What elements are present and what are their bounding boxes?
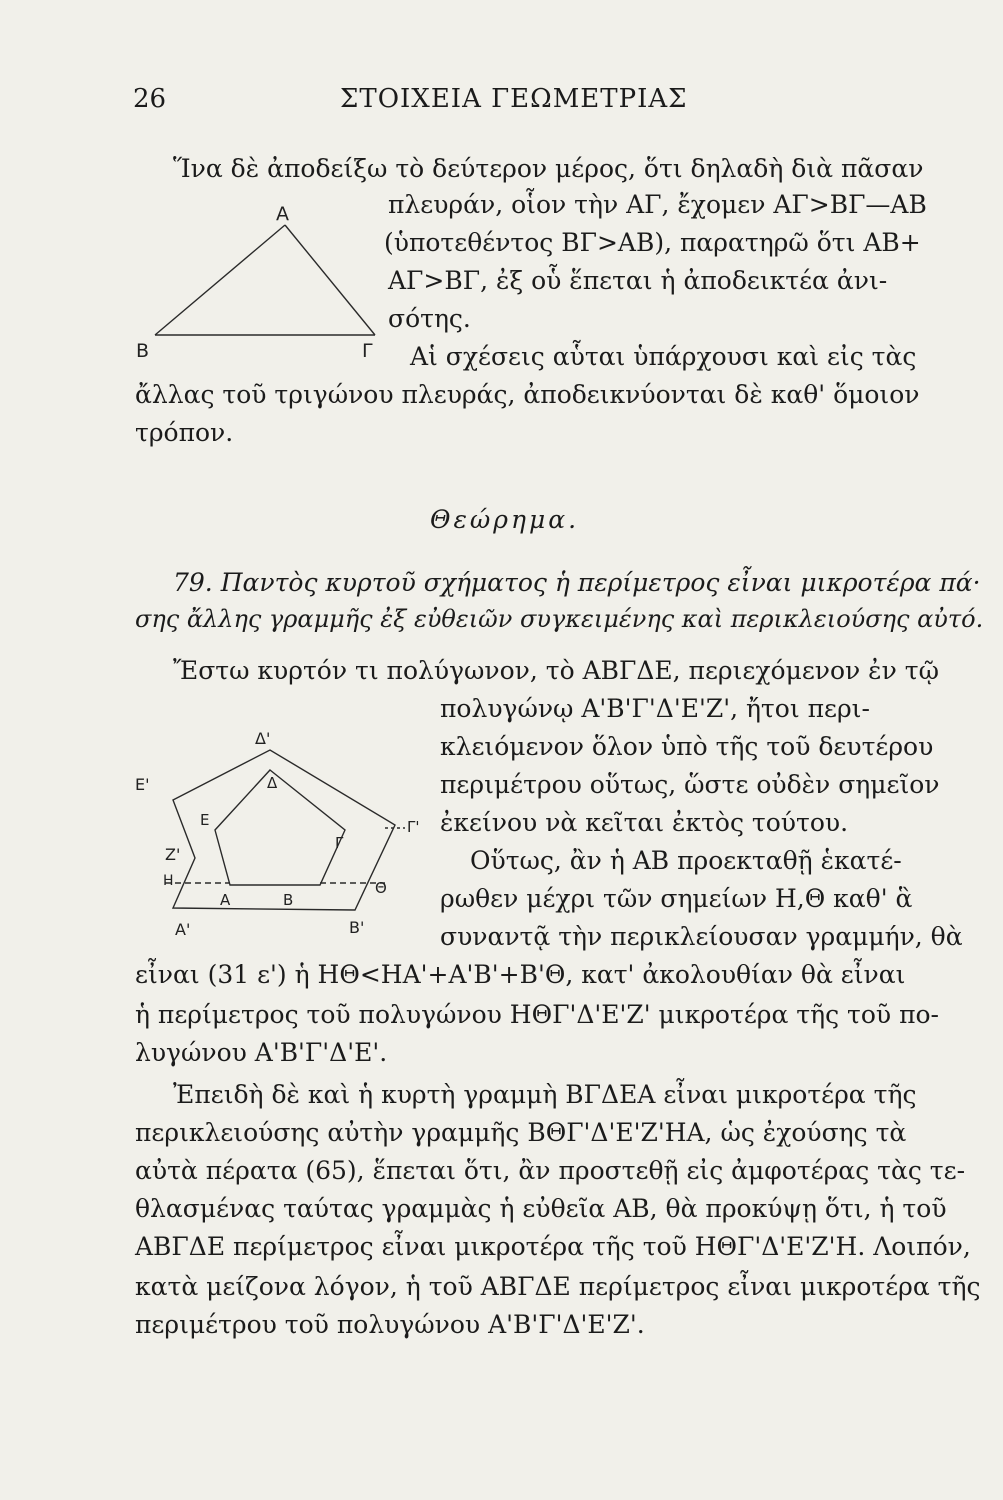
theorem-statement-line: 79. Παντὸς κυρτοῦ σχήματος ἡ περίμετρος εἶναι μικροτέρα πά· bbox=[173, 568, 981, 597]
label-e-prime: Ε' bbox=[135, 775, 150, 794]
paragraph-line: ΑΒΓΔΕ περίμετρος εἶναι μικροτέρα τῆς τοῦ ΗΘΓ'Δ'Ε'Ζ'Η. Λοιπόν, bbox=[135, 1232, 971, 1261]
paragraph-line: λυγώνου Α'Β'Γ'Δ'Ε'. bbox=[135, 1038, 388, 1067]
label-h: Η bbox=[163, 873, 174, 889]
page-number: 26 bbox=[133, 84, 167, 114]
running-title: ΣΤΟΙΧΕΙΑ ΓΕΩΜΕΤΡΙΑΣ bbox=[340, 84, 688, 114]
paragraph-line: περιμέτρου οὕτως, ὥστε οὐδὲν σημεῖον bbox=[440, 770, 940, 799]
paragraph-line: ἄλλας τοῦ τριγώνου πλευράς, ἀποδεικνύονται δὲ καθ' ὅμοιον bbox=[135, 380, 920, 409]
paragraph-line: εἶναι (31 ε') ἡ ΗΘ<ΗΑ'+Α'Β'+Β'Θ, κατ' ἀκολουθίαν θὰ εἶναι bbox=[135, 960, 906, 989]
triangle-label-b: Β bbox=[136, 340, 150, 362]
label-b: Β bbox=[283, 891, 294, 909]
paragraph-line: κατὰ μείζονα λόγον, ἡ τοῦ ΑΒΓΔΕ περίμετρος εἶναι μικροτέρα τῆς bbox=[135, 1272, 981, 1301]
triangle-side-ag bbox=[285, 225, 375, 335]
paragraph-line: τρόπον. bbox=[135, 418, 234, 447]
paragraph-line: (ὑποτεθέντος ΒΓ>ΑΒ), παρατηρῶ ὅτι ΑΒ+ bbox=[384, 228, 921, 257]
paragraph-line: σότης. bbox=[388, 304, 471, 333]
paragraph-line: Ἵνα δὲ ἀποδείξω τὸ δεύτερον μέρος, ὅτι δηλαδὴ διὰ πᾶσαν bbox=[173, 154, 924, 183]
theorem-heading: Θεώρημα. bbox=[430, 505, 580, 534]
label-th: Θ bbox=[375, 879, 387, 897]
label-a-prime: Α' bbox=[175, 920, 191, 939]
label-d: Δ bbox=[267, 774, 278, 792]
paragraph-line: περιμέτρου τοῦ πολυγώνου Α'Β'Γ'Δ'Ε'Ζ'. bbox=[135, 1310, 645, 1339]
paragraph-line: Αἱ σχέσεις αὗται ὑπάρχουσι καὶ εἰς τὰς bbox=[410, 342, 917, 371]
triangle-side-ab bbox=[155, 225, 285, 335]
paragraph-line: πλευράν, οἷον τὴν ΑΓ, ἔχομεν ΑΓ>ΒΓ—ΑΒ bbox=[388, 190, 927, 219]
paragraph-line: Ἐπειδὴ δὲ καὶ ἡ κυρτὴ γραμμὴ ΒΓΔΕΑ εἶναι μικροτέρα τῆς bbox=[173, 1080, 917, 1109]
paragraph-line: αὐτὰ πέρατα (65), ἕπεται ὅτι, ἂν προστεθῇ εἰς ἀμφοτέρας τὰς τε- bbox=[135, 1156, 966, 1185]
triangle-label-a: Α bbox=[276, 203, 289, 225]
paragraph-line: Οὕτως, ἂν ἡ ΑΒ προεκταθῇ ἑκατέ- bbox=[470, 846, 902, 875]
paragraph-line: ΑΓ>ΒΓ, ἐξ οὗ ἕπεται ἡ ἀποδεικτέα ἀνι- bbox=[388, 266, 888, 295]
label-a: Α bbox=[220, 891, 231, 909]
label-e: Ε bbox=[200, 811, 210, 829]
triangle-figure bbox=[130, 195, 390, 380]
paragraph-line: Ἔστω κυρτόν τι πολύγωνον, τὸ ΑΒΓΔΕ, περιεχόμενον ἐν τῷ bbox=[173, 656, 939, 685]
paragraph-line: ρωθεν μέχρι τῶν σημείων Η,Θ καθ' ἃ bbox=[440, 884, 913, 913]
paragraph-line: πολυγώνῳ Α'Β'Γ'Δ'Ε'Ζ', ἤτοι περι- bbox=[440, 694, 870, 723]
label-g: Γ bbox=[335, 834, 344, 852]
polygon-figure bbox=[135, 700, 435, 940]
theorem-statement-line: σης ἄλλης γραμμῆς ἐξ εὐθειῶν συγκειμένης καὶ περικλειούσης αὐτό. bbox=[135, 605, 984, 633]
label-d-prime: Δ' bbox=[255, 729, 271, 748]
paragraph-line: συναντᾷ τὴν περικλείουσαν γραμμήν, θὰ bbox=[440, 922, 963, 951]
paragraph-line: ἡ περίμετρος τοῦ πολυγώνου ΗΘΓ'Δ'Ε'Ζ' μικροτέρα τῆς τοῦ πο- bbox=[135, 1000, 940, 1029]
paragraph-line: περικλειούσης αὐτὴν γραμμῆς ΒΘΓ'Δ'Ε'Ζ'ΗΑ, ὡς ἐχούσης τὰ bbox=[135, 1118, 907, 1147]
paragraph-line: θλασμένας ταύτας γραμμὰς ἡ εὐθεῖα ΑΒ, θὰ προκύψῃ ὅτι, ἡ τοῦ bbox=[135, 1194, 947, 1223]
label-g-prime: Γ' bbox=[407, 818, 420, 836]
label-z-prime: Ζ' bbox=[165, 845, 181, 864]
paragraph-line: κλειόμενον ὅλον ὑπὸ τῆς τοῦ δευτέρου bbox=[440, 732, 934, 761]
label-b-prime: Β' bbox=[349, 918, 365, 937]
paragraph-line: ἐκείνου νὰ κεῖται ἐκτὸς τούτου. bbox=[440, 808, 849, 837]
inner-pentagon bbox=[215, 770, 345, 885]
triangle-label-g: Γ bbox=[362, 340, 373, 362]
outer-polygon bbox=[173, 750, 395, 910]
